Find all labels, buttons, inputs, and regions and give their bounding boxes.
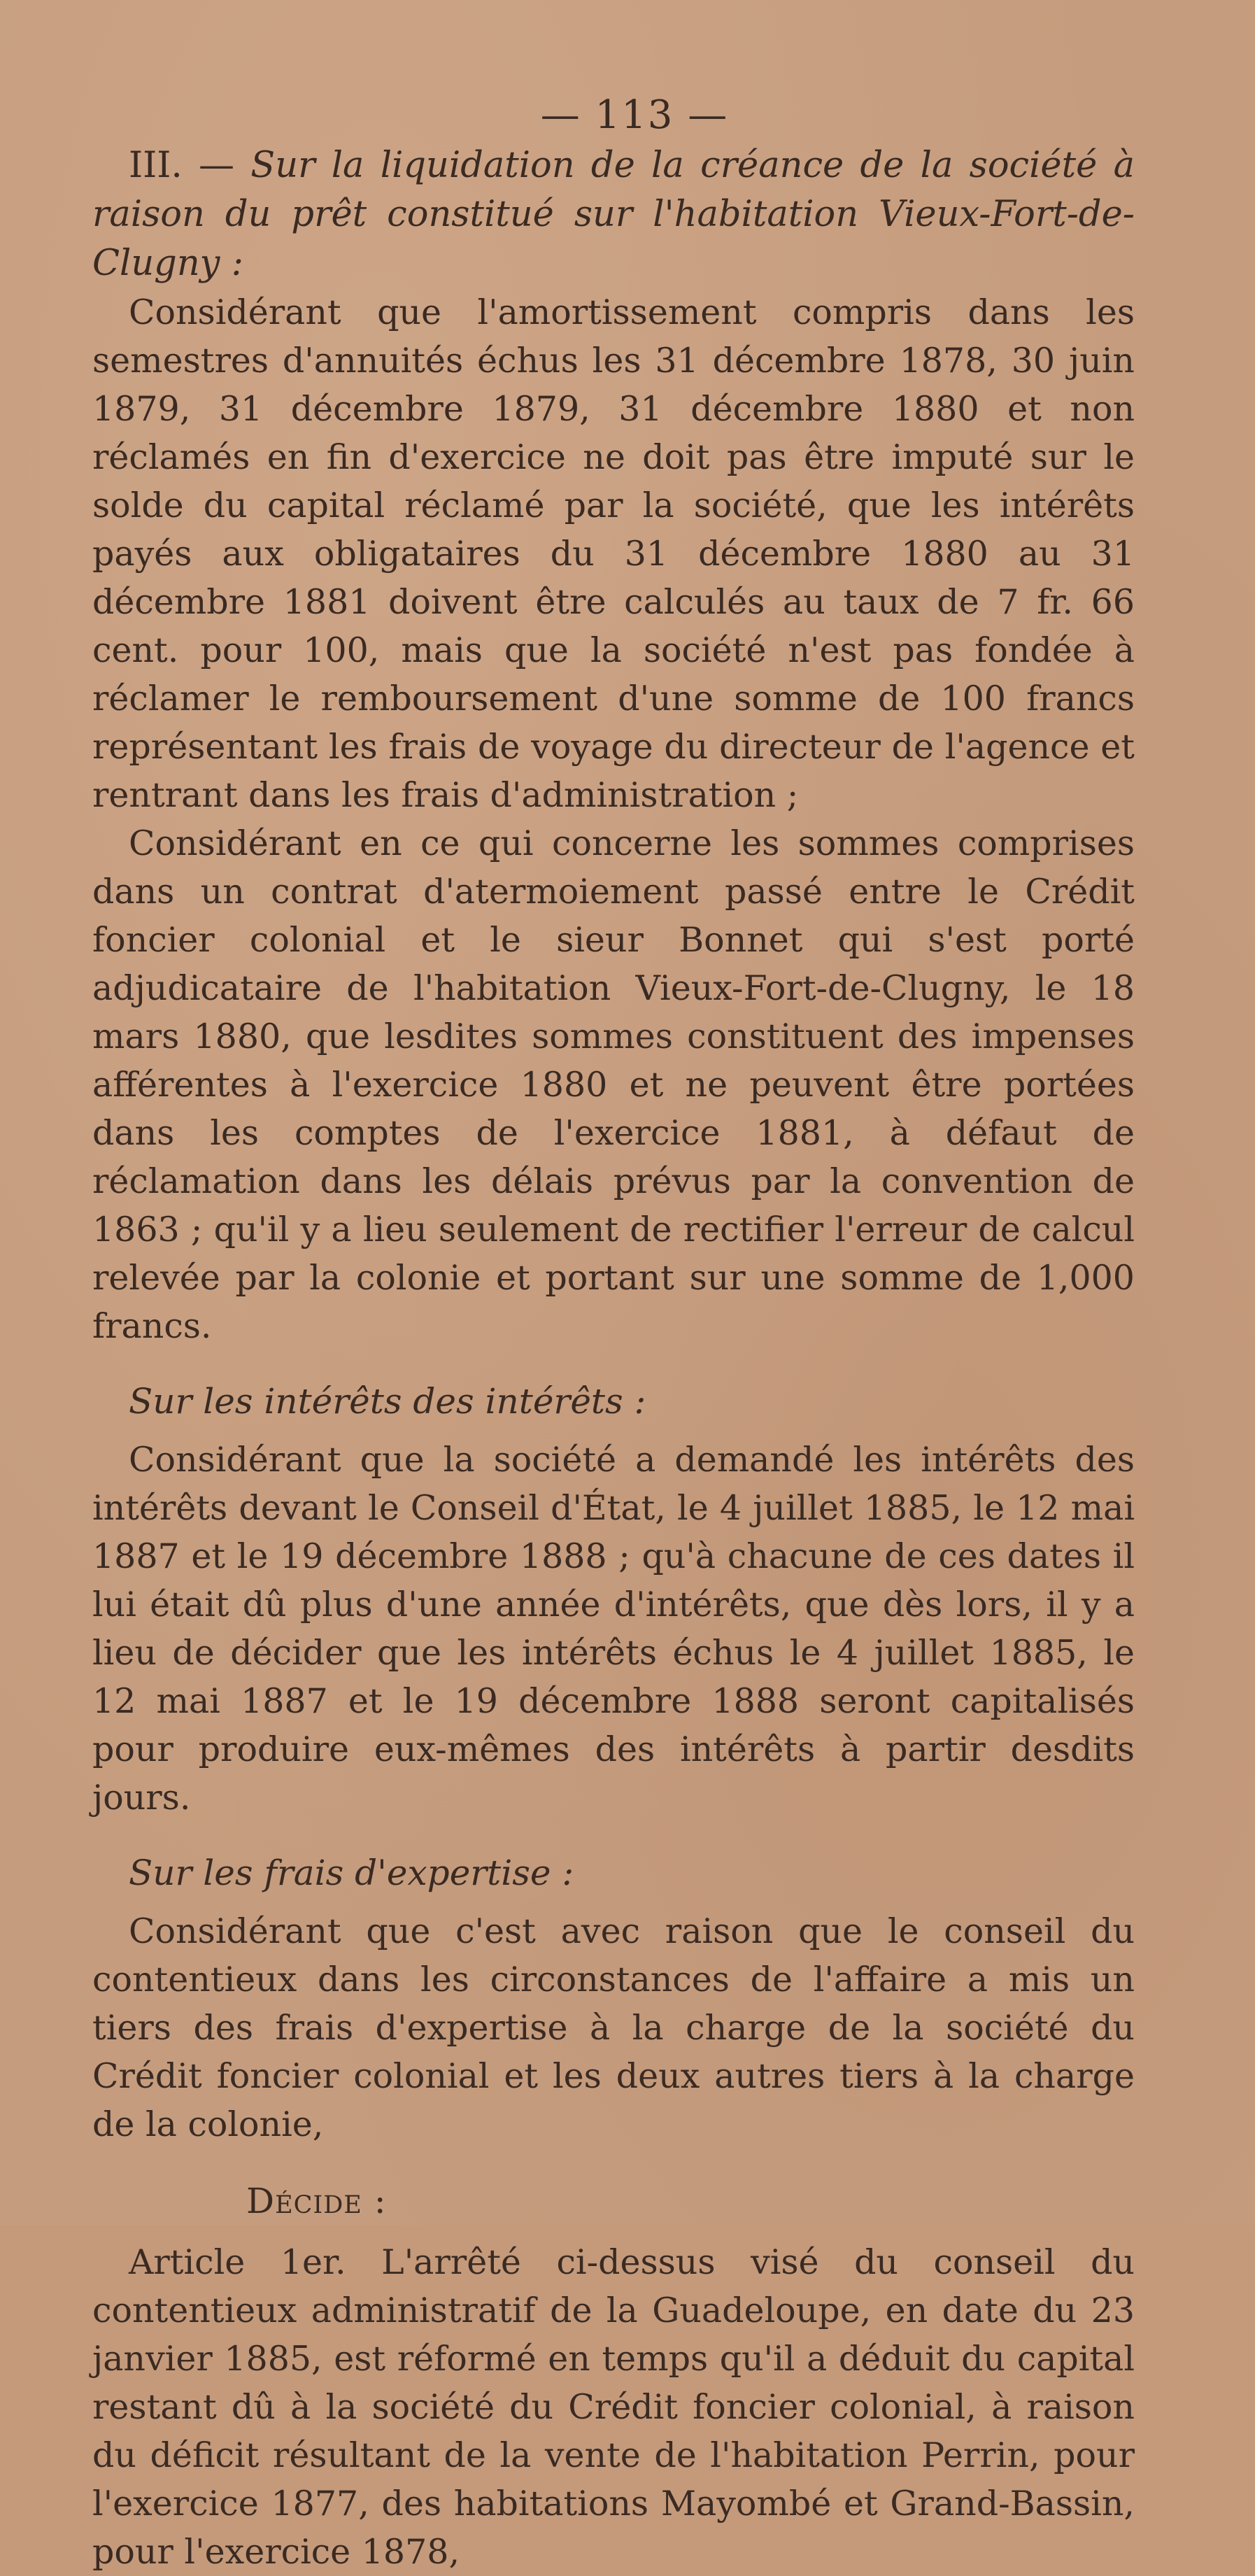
section-title: Sur la liquidation de la créance de la société à raison du prêt constitué sur l'habitation Vieux-Fort-de-Clugny : [92,145,1135,284]
paragraph-atermoiement: Considérant en ce qui concerne les sommes comprises dans un contrat d'atermoiement passé entre le Crédit foncier colonial et le sieur Bonnet qui s'est porté adjudicataire de l'habitation Vieux-Fort-de-Clugny, le 18 mars 1880, que lesdites sommes constituent des impenses afférentes à l'exercice 1880 et ne peuvent être portées dans les comptes de l'exercice 1881, à défaut de réclamation dans les délais prévus par la convention de 1863 ; qu'il y a lieu seulement de rectifier l'erreur de calcul relevée par la colonie et portant sur une somme de 1,000 francs. [92,823,1135,1346]
decide-label: Décide : [246,2181,387,2221]
page-number: — 113 — [540,92,729,138]
article-1: Article 1er. L'arrêté ci-dessus visé du conseil du contentieux administratif de la Guadeloupe, en date du 23 janvier 1885, est réformé en temps qu'il a déduit du capital restant dû à la société du Crédit foncier colonial, à raison du déficit résultant de la vente de l'habitation Perrin, pour l'exercice 1877, des habitations Mayombé et Grand-Bassin, pour l'exercice 1878, [92,2242,1135,2572]
paragraph-interets: Considérant que la société a demandé les intérêts des intérêts devant le Conseil d'État, le 4 juillet 1885, le 12 mai 1887 et le 19 décembre 1888 ; qu'à chacune de ces dates il lui était dû plus d'une année d'intérêts, que dès lors, il y a lieu de décider que les intérêts échus le 4 juillet 1885, le 12 mai 1887 et le 19 décembre 1888 seront capitalisés pour produire eux-mêmes des intérêts à partir desdits jours. [92,1440,1135,1818]
section-heading [92,141,1135,288]
page-content [92,91,1135,2576]
subheading-frais-expertise: Sur les frais d'expertise : [129,1853,574,1893]
section-numeral: III. — [129,145,234,186]
paragraph-frais-expertise: Considérant que c'est avec raison que le conseil du contentieux dans les circonstances de l'affaire a mis un tiers des frais d'expertise à la charge de la société du Crédit foncier colonial et les deux autres tiers à la charge de la colonie, [92,1911,1135,2144]
subheading-interets: Sur les intérêts des intérêts : [129,1381,646,1422]
paragraph-amortissement: Considérant que l'amortissement compris dans les semestres d'annuités échus les 31 décembre 1878, 30 juin 1879, 31 décembre 1879, 31 décembre 1880 et non réclamés en fin d'exercice ne doit pas être imputé sur le solde du capital réclamé par la société, que les intérêts payés aux obligataires du 31 décembre 1880 au 31 décembre 1881 doivent être calculés au taux de 7 fr. 66 cent. pour 100, mais que la société n'est pas fondée à réclamer le remboursement d'une somme de 100 francs représentant les frais de voyage du directeur de l'agence et rentrant dans les frais d'administration ; [92,292,1135,815]
